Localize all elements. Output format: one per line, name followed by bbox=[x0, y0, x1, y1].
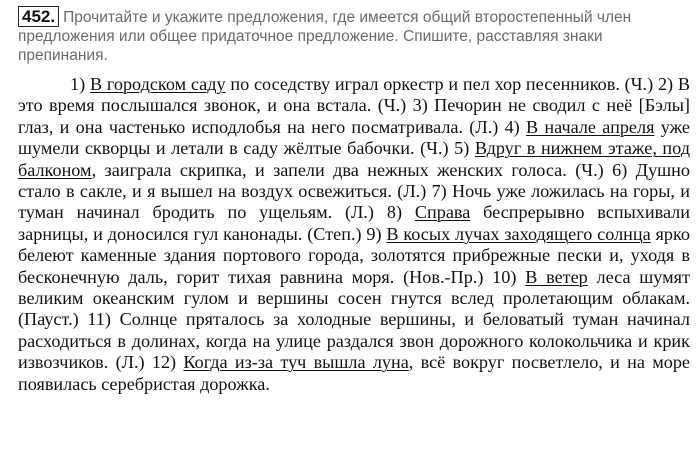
sentence-text: 6) Душно стало в сакле, и я вышел на воздух освежиться. (Л.) bbox=[18, 159, 690, 202]
sentence-text: 4) bbox=[504, 116, 526, 137]
exercise-number: 452. bbox=[18, 6, 59, 27]
underlined-member: В косых лучах заходящего солнца bbox=[386, 223, 651, 244]
underlined-member: Справа bbox=[414, 202, 471, 223]
exercise-header bbox=[18, 6, 690, 65]
sentence-text: по соседству играл оркестр и пел хор песенников. (Ч.) bbox=[225, 74, 658, 94]
sentence-text: 3) Печорин не сводил с неё [Бэлы] глаз, и она частенько исподлобья на него посматривала. (Л.) bbox=[18, 95, 690, 137]
sentence-text: 11) Солнце пряталось за холодные вершины, и беловатый туман начинал расходиться в долинах, когда на улице раздался звон дорожного колокольчика и крик извозчиков. (Л.) bbox=[18, 309, 690, 373]
exercise-task: Прочитайте и укажите предложения, где имеется общий второстепенный член предложения или общее придаточное предложение. Спишите, расставляя знаки препинания. bbox=[18, 9, 632, 64]
sentence-1 bbox=[70, 74, 658, 94]
sentence-text: 7) Ночь уже ложилась на горы, и туман начинал бродить по ущельям. (Л.) bbox=[18, 181, 690, 223]
sentence-text: 12) bbox=[151, 352, 184, 373]
sentence-text: 1) bbox=[70, 74, 90, 94]
sentence-text: 8) bbox=[386, 202, 415, 223]
underlined-member: Когда из-за туч вышла луна bbox=[183, 352, 409, 373]
sentence-text: уже шумели скворцы и летали в саду жёлтые бабочки. (Ч.) bbox=[18, 116, 690, 159]
exercise-body bbox=[18, 74, 690, 395]
underlined-member: Вдруг в нижнем этаже, под балконом bbox=[18, 138, 690, 180]
sentence-text: 10) bbox=[492, 266, 526, 287]
underlined-member: В начале апреля bbox=[526, 116, 655, 137]
sentence-text: 2) В это время послышался звонок, и она встала. (Ч.) bbox=[18, 74, 690, 116]
sentence-text: , заиграла скрипка, и запели два нежных женских голоса. (Ч.) bbox=[91, 159, 613, 180]
sentence-text: 5) bbox=[454, 138, 475, 159]
underlined-member: В ветер bbox=[525, 266, 588, 287]
sentence-text: , всё вокруг посветлело, и на море появилась серебристая дорожка. bbox=[18, 352, 690, 394]
sentence-text: леса шумят великим океанским гулом и вершины сосен гнутся вслед пролетающим облакам. (Пауст.) bbox=[18, 266, 690, 330]
sentence-text: ярко белеют каменные здания портового города, золотятся прибрежные пески и, уходя в бесконечную даль, горит тихая равнина моря. (Нов.-Пр.) bbox=[18, 223, 691, 287]
sentence-text: 9) bbox=[366, 223, 387, 244]
sentence-text: беспрерывно вспыхивали зарницы, и доносился гул канонады. (Степ.) bbox=[18, 202, 690, 244]
underlined-member: В городском саду bbox=[89, 74, 226, 94]
